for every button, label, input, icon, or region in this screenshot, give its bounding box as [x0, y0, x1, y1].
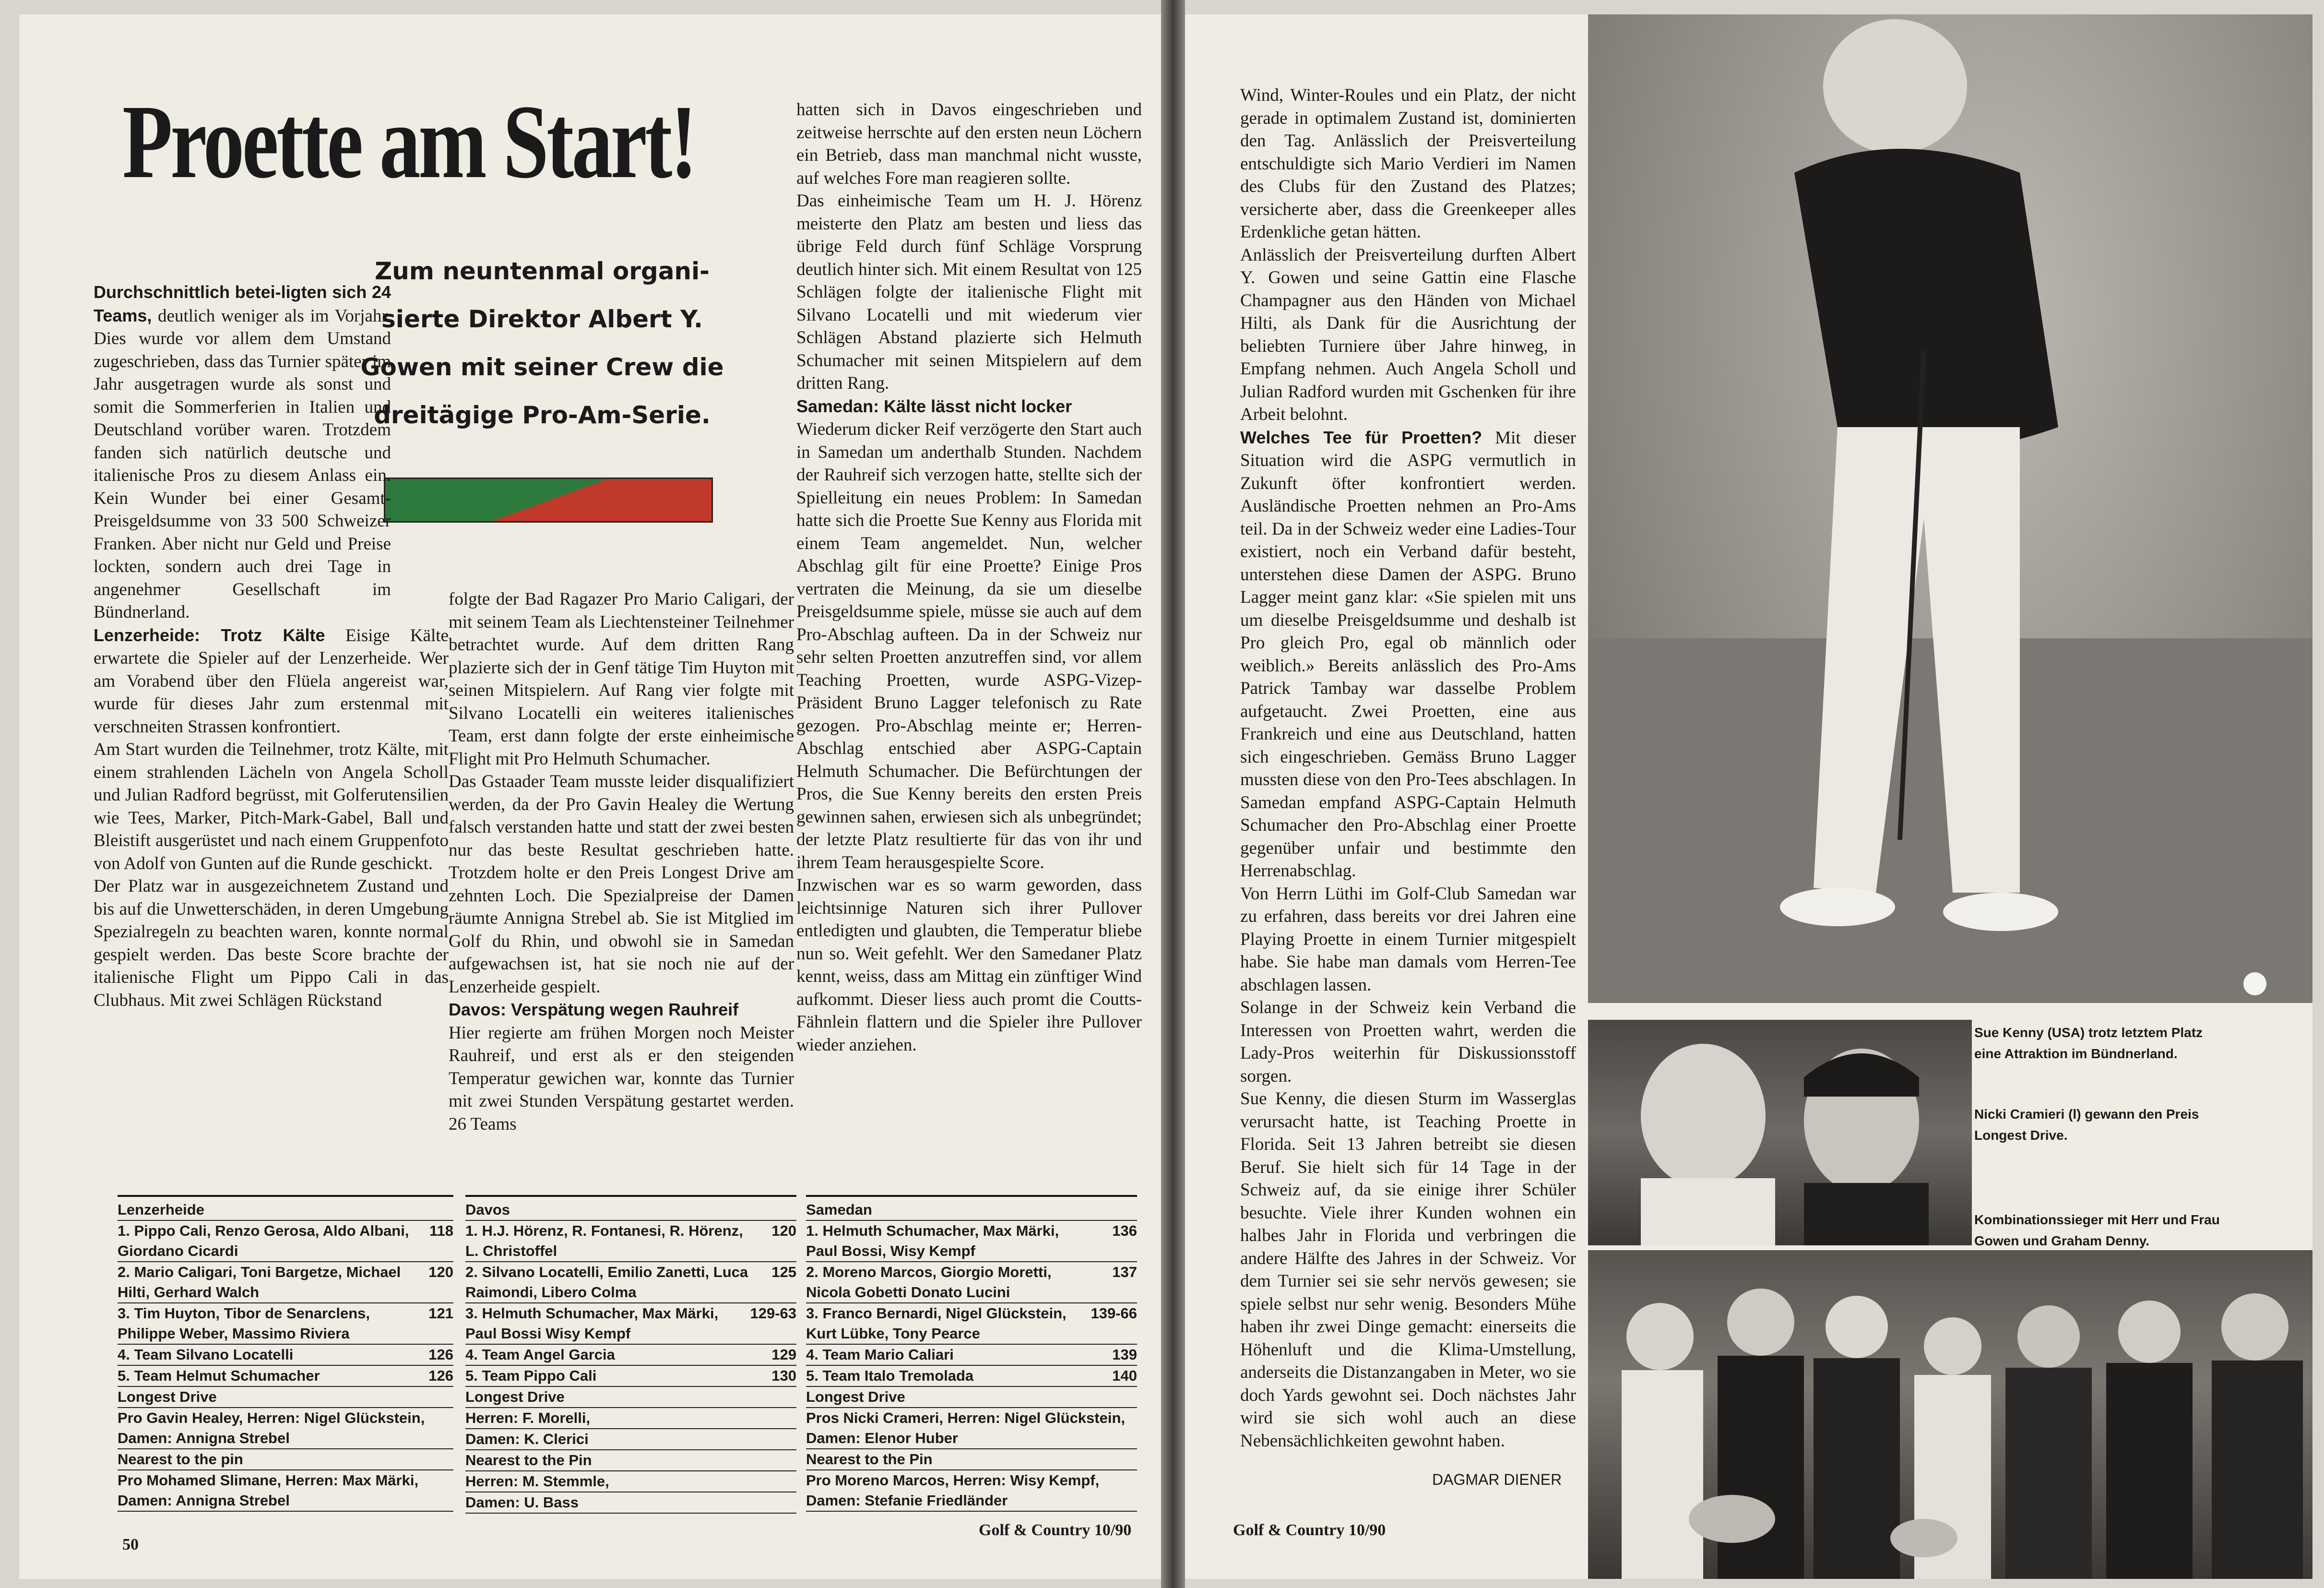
magazine-gutter	[1161, 0, 1185, 1588]
lead-intro: Durchschnittlich betei-ligten sich 24 Teams,	[94, 282, 391, 325]
results-extra: Damen: K. Clerici	[465, 1429, 796, 1450]
paragraph: Inzwischen war es so warm geworden, dass leichtsinnige Naturen sich ihrer Pullover entledigten und glaubten, die Temperatur bliebe nun so. Weit gefehlt. Wer den Samedaner Platz kennt, weiss, dass am Mittag ein zünftiger Wind aufkommt. Dieser liess auch promt die Coutts-Fähnlein flattern und die Spieler ihre Pullover wieder anziehen.	[796, 875, 1142, 1055]
results-row: 2. Moreno Marcos, Giorgio Moretti, Nicola Gobetti Donato Lucini 137	[806, 1262, 1137, 1303]
column-1	[94, 281, 449, 1164]
results-row: 4. Team Silvano Locatelli 126	[118, 1345, 453, 1366]
results-extra: Nearest to the Pin	[806, 1449, 1137, 1470]
magazine-footer: Golf & Country 10/90	[979, 1521, 1132, 1539]
paragraph: Wiederum dicker Reif verzögerte den Start auch in Samedan um anderthalb Stunden. Nachdem der Rauhreif sich verzogen hatte, stellte sich der Spielleitung ein neues Problem: In Samedan hatte sich die Proette Sue Kenny aus Florida mit einem Team angemeldet. Nun, welcher Abschlag gilt für eine Proette? Einige Pros vertraten die Meinung, da sie um dieselbe Preisgeldsumme spiele, müsse sie auch auf dem Pro-Abschlag aufteen. Da in der Schweiz nur sehr selten Proetten anzutreffen sind, vor allem Teaching Proetten, wurde ASPG-Vizep-Präsident Bruno Lagger telefonisch zu Rate gezogen. Pro-Abschlag meinte er; Herren-Abschlag entschied aber ASPG-Captain Helmuth Schumacher. Die Befürchtungen der Pros, die Sue Kenny bereits den ersten Preis gewinnen sahen, erwiesen sich als unbegründet; der letzte Platz resultierte für das von ihr und ihrem Team herausgespielte Score.	[796, 419, 1142, 872]
results-extra: Longest Drive	[806, 1387, 1137, 1408]
paragraph: Von Herrn Lüthi im Golf-Club Samedan war zu erfahren, dass bereits vor drei Jahren eine Playing Proette in einem Turnier mitgespielt habe. Sie habe man damals vom Herren-Tee abschlagen lassen.	[1240, 884, 1576, 995]
column-2	[449, 588, 794, 1164]
paragraph: hatten sich in Davos eingeschrieben und zeitweise herrschte auf den ersten neun Löchern ein Betrieb, dass man manchmal nicht wusste, auf welches Fore man reagieren sollte.	[796, 100, 1142, 188]
results-row: 5. Team Helmut Schumacher 126	[118, 1366, 453, 1387]
subhead-samedan: Samedan: Kälte lässt nicht locker	[796, 396, 1072, 416]
caption-nicki-cramieri: Nicki Cramieri (l) gewann den Preis Longest Drive.	[1974, 1107, 2199, 1143]
column-4	[1240, 84, 1576, 1488]
paragraph: Der Platz war in ausgezeichnetem Zustand und bis auf die Unwetterschäden, in deren Umgebung Spezialregeln zu beachten waren, konnte normal gespielt werden. Das beste Score brachte der italienische Flight um Pippo Cali in das Clubhaus. Mit zwei Schlägen Rückstand	[94, 876, 449, 1010]
caption-sue-kenny: Sue Kenny (USA) trotz letztem Platz eine Attraktion im Bündnerland.	[1974, 1025, 2203, 1061]
paragraph: Hier regierte am frühen Morgen noch Meister Rauhreif, und erst als er den steigenden Temperatur gewichen war, konnte das Turnier mit zwei Stunden Verspätung gestartet werden. 26 Teams	[449, 1023, 794, 1134]
left-page	[19, 14, 1161, 1579]
results-row: 5. Team Pippo Cali 130	[465, 1366, 796, 1387]
deck-line: Zum neuntenmal organi-	[375, 257, 710, 285]
golfer-photo	[1588, 14, 2312, 1003]
results-extra: Nearest to the Pin	[465, 1450, 796, 1471]
results-extra: Longest Drive	[465, 1387, 796, 1408]
golfer-figure	[1588, 14, 2312, 1003]
results-extra: Nearest to the pin	[118, 1449, 453, 1470]
right-page	[1185, 14, 2312, 1579]
results-row: 3. Franco Bernardi, Nigel Glückstein, Kurt Lübke, Tony Pearce 139-66	[806, 1303, 1137, 1345]
results-extra: Herren: M. Stemmle,	[465, 1471, 796, 1492]
results-row: 1. Pippo Cali, Renzo Gerosa, Aldo Albani, Giordano Cicardi 118	[118, 1221, 453, 1262]
results-title: Samedan	[806, 1200, 1137, 1221]
paragraph: Anlässlich der Preisverteilung durften Albert Y. Gowen und seine Gattin eine Flasche Champagner aus den Händen von Michael Hilti, als Dank für die Ausrichtung der beliebten Turniere über Jahre hinweg, in Empfang nehmen. Auch Angela Scholl und Julian Radford wurden mit Gschenken für ihre Arbeit belohnt.	[1240, 245, 1576, 424]
results-extra: Herren: F. Morelli,	[465, 1408, 796, 1429]
results-row: 4. Team Mario Caliari 139	[806, 1345, 1137, 1366]
results-row: 3. Helmuth Schumacher, Max Märki, Paul Bossi Wisy Kempf 129-63	[465, 1303, 796, 1345]
results-title: Davos	[465, 1200, 796, 1221]
paragraph: Sue Kenny, die diesen Sturm im Wasserglas verursacht hatte, ist Teaching Proette in Florida. Seit 13 Jahren betreibt sie diesen Beruf. Sie hielt sich für 14 Tage in der Schweiz auf, da sie einige ihrer Schüler besuchte. Viele ihrer Kunden wohnen ein halbes Jahr in Florida und verbringen die andere Hälfte des Jahres in der Schweiz. Vor dem Turnier sei sie sehr nervös gewesen; sie spiele selbst nur sehr wenig. Besonders Mühe haben ihr zwei Dinge gemacht: einerseits die Höhenluft und die Klima-Umstellung, anderseits die Distanzangaben in Meter, wo sie doch Yards gewohnt sei. Doch nächstes Jahr wird sie sich wohl auch an diese Nebensächlichkeiten gewohnt haben.	[1240, 1089, 1576, 1451]
subhead-tee: Welches Tee für Proetten?	[1240, 427, 1482, 447]
portrait-figures	[1588, 1020, 1972, 1245]
paragraph: Eisige Kälte erwartete die Spieler auf der Lenzerheide. Wer am Vorabend über den Flüela angereist war, wurde für dieses Jahr zum erstenmal mit verschneiten Strassen konfrontiert.	[94, 625, 449, 737]
page-number: 50	[122, 1536, 139, 1553]
deck-line: Gowen mit seiner Crew die	[360, 353, 724, 381]
results-extra: Pro Gavin Healey, Herren: Nigel Glückstein, Damen: Annigna Strebel	[118, 1408, 453, 1449]
results-lenzerheide	[118, 1195, 453, 1512]
results-row: 1. Helmuth Schumacher, Max Märki, Paul Bossi, Wisy Kempf 136	[806, 1221, 1137, 1262]
paragraph: Wind, Winter-Roules und ein Platz, der nicht gerade in optimalem Zustand ist, dominierten den Tag. Anlässlich der Preisverteilung entschuldigte sich Mario Verdieri im Namen des Clubs für den Zustand des Platzes; versicherte aber, dass die Greenkeeper alles Erdenkliche getan hätten.	[1240, 85, 1576, 242]
results-extra: Damen: U. Bass	[465, 1492, 796, 1514]
results-row: 5. Team Italo Tremolada 140	[806, 1366, 1137, 1387]
group-photo	[1588, 1250, 2312, 1579]
results-extra: Pro Moreno Marcos, Herren: Wisy Kempf, Damen: Stefanie Friedländer	[806, 1470, 1137, 1512]
column-3	[796, 98, 1142, 1164]
results-extra: Pros Nicki Crameri, Herren: Nigel Glückstein, Damen: Elenor Huber	[806, 1408, 1137, 1449]
magazine-footer: Golf & Country 10/90	[1233, 1521, 1386, 1539]
paragraph: Das Gstaader Team musste leider disqualifiziert werden, da der Pro Gavin Healey die Wertung falsch verstanden hatte und statt der zwei besten nur das beste Resultat geschrieben hatte. Trotzdem holte er den Preis Longest Drive am zehnten Loch. Die Spezialpreise der Damen räumte Annigna Strebel ab. Sie ist Mitglied im Golf du Rhin, und obwohl sie in Samedan aufgewachsen ist, hat sie noch nie auf der Lenzerheide gespielt.	[449, 772, 794, 997]
lead-text: deutlich weniger als im Vorjahr. Dies wurde vor allem dem Umstand zugeschrieben, dass das Turnier später im Jahr ausgetragen wurde als sonst und somit die Sommerferien in Italien und Deutschland vorüber waren. Trotzdem fanden sich natürlich deutsche und italienische Pros zu diesem Anlass ein. Kein Wunder bei einer Gesamt-Preisgeldsumme von 33 500 Schweizer Franken. Aber nicht nur Geld und Preise lockten, sondern auch drei Tage in angenehmer Gesellschaft im Bündnerland.	[94, 306, 391, 622]
results-davos	[465, 1195, 796, 1514]
paragraph: Solange in der Schweiz kein Verband die Interessen von Proetten wahrt, werden die Lady-Pros weiterhin für Diskussionsstoff sorgen.	[1240, 998, 1576, 1086]
paragraph: Am Start wurden die Teilnehmer, trotz Kälte, mit einem strahlenden Lächeln von Angela Scholl und Julian Radford begrüsst, mit Golferutensilien wie Tees, Marker, Pitch-Mark-Gabel, Ball und Bleistift ausgerüstet und nach einem Gruppenfoto von Adolf von Gunten auf die Runde geschickt.	[94, 740, 449, 873]
deck-line: dreitägige Pro-Am-Serie.	[374, 401, 711, 429]
results-row: 1. H.J. Hörenz, R. Fontanesi, R. Hörenz, L. Christoffel 120	[465, 1221, 796, 1262]
results-row: 3. Tim Huyton, Tibor de Senarclens, Philippe Weber, Massimo Riviera 121	[118, 1303, 453, 1345]
paragraph: Mit dieser Situation wird die ASPG vermutlich in Zukunft öfter konfrontiert werden. Ausländische Proetten nehmen an Pro-Ams teil. Da in der Schweiz weder eine Ladies-Tour existiert, noch ein Verband dafür besteht, unterstehen diese Damen der ASPG. Bruno Lagger meint ganz klar: «Sie spielen mit uns um dieselbe Preisgeldsumme und deshalb ist Pro gleich Pro, egal ob männlich oder weiblich.» Bereits anlässlich des Pro-Ams Patrick Tambay war dasselbe Problem aufgetaucht. Zwei Proetten, eine aus Frankreich und eine aus Deutschland, hatten sich eingeschrieben. Gemäss Bruno Lagger mussten diese von den Pro-Tees abschlagen. In Samedan empfand ASPG-Captain Helmuth Schumacher den Pro-Abschlag einer Proette gegenüber unfair und bestimmte den Herrenabschlag.	[1240, 428, 1576, 881]
results-row: 2. Silvano Locatelli, Emilio Zanetti, Luca Raimondi, Libero Colma 125	[465, 1262, 796, 1303]
results-title: Lenzerheide	[118, 1200, 453, 1221]
author-byline: DAGMAR DIENER	[1432, 1471, 1562, 1488]
subhead-lenzerheide: Lenzerheide: Trotz Kälte	[94, 625, 325, 645]
paragraph: Das einheimische Team um H. J. Hörenz meisterte den Platz am besten und liess das übrige Feld durch fünf Schläge Vorsprung deutlich hinter sich. Mit einem Resultat von 125 Schlägen folgte der italienische Flight mit Silvano Locatelli und mit wiederum vier Schlägen Abstand plazierte sich Helmuth Schumacher mit seinen Mitspielern auf dem dritten Rang.	[796, 191, 1142, 393]
paragraph: folgte der Bad Ragazer Pro Mario Caligari, der mit seinem Team als Liechtensteiner Teilnehmer betrachtet wurde. Auf dem dritten Rang plazierte sich der in Genf tätige Tim Huyton mit seinen Mitspielern. Auf Rang vier folgte mit Silvano Locatelli ein weiteres italienisches Team, erst dann folgte der erste einheimische Flight mit Pro Helmuth Schumacher.	[449, 589, 794, 769]
results-row: 2. Mario Caligari, Toni Bargetze, Michael Hilti, Gerhard Walch 120	[118, 1262, 453, 1303]
results-extra: Longest Drive	[118, 1387, 453, 1408]
deck-line: sierte Direktor Albert Y.	[381, 305, 703, 333]
results-extra: Pro Mohamed Slimane, Herren: Max Märki, Damen: Annigna Strebel	[118, 1470, 453, 1512]
article-headline: Proette am Start!	[122, 83, 696, 200]
portrait-photo	[1588, 1020, 1972, 1245]
group-figures	[1588, 1250, 2312, 1579]
caption-kombinationssieger: Kombinationssieger mit Herr und Frau Gowen und Graham Denny.	[1974, 1212, 2220, 1248]
results-samedan	[806, 1195, 1137, 1512]
results-row: 4. Team Angel Garcia 129	[465, 1345, 796, 1366]
subhead-davos: Davos: Verspätung wegen Rauhreif	[449, 1000, 739, 1019]
